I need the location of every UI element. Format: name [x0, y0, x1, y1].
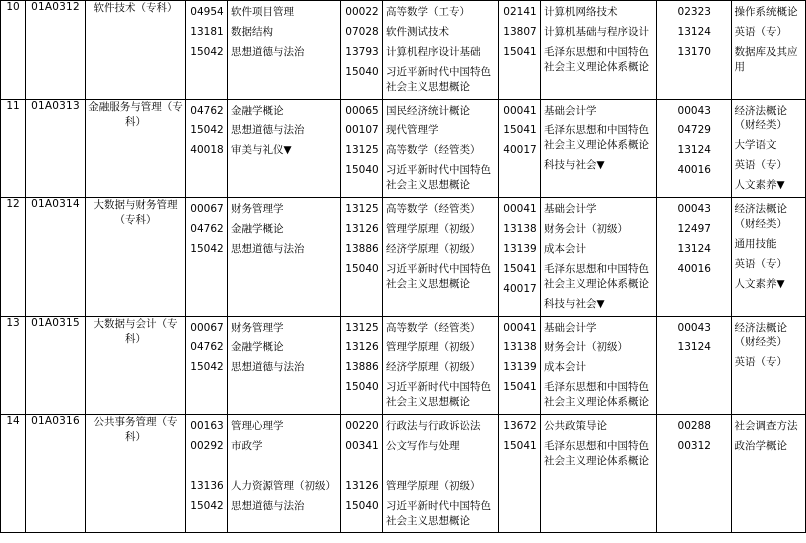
course-name: 现代管理学	[386, 124, 439, 137]
course-name-list	[732, 100, 806, 198]
course-code: 13126	[345, 479, 379, 492]
course-name-list	[228, 317, 340, 380]
course-code: 13793	[345, 45, 379, 58]
course-code: 40017	[503, 282, 537, 295]
course-name: 行政法与行政诉讼法	[386, 420, 481, 433]
course-name: 毛泽东思想和中国特色社会主义理论体系概论	[544, 262, 649, 290]
course-code: 13125	[345, 321, 379, 334]
course-name: 管理学原理（初级）	[386, 222, 481, 235]
group3-codes	[499, 316, 541, 415]
group2-names	[383, 415, 499, 533]
course-name: 社会调查方法	[734, 420, 798, 433]
group3-codes	[499, 198, 541, 316]
course-code: 00041	[503, 203, 537, 216]
course-name-list	[541, 100, 656, 178]
course-name: 思想道德与法治	[231, 242, 305, 255]
course-name: 基础会计学	[544, 321, 597, 334]
course-name: 财务管理学	[231, 203, 284, 216]
course-name-list	[732, 1, 806, 79]
course-name: 财务会计（初级）	[544, 341, 628, 354]
course-code: 04762	[190, 341, 224, 354]
course-name: 审美与礼仪▼	[231, 144, 292, 157]
course-code: 40018	[190, 144, 224, 157]
course-code-list	[499, 100, 540, 163]
group2-codes	[341, 99, 383, 198]
course-code-list	[186, 415, 227, 518]
course-name: 高等数学（工专）	[386, 6, 470, 18]
course-name-list	[541, 1, 656, 79]
group4-codes	[657, 99, 732, 198]
course-code: 15040	[345, 499, 379, 512]
course-code: 00043	[677, 321, 711, 334]
major-name: 大数据与会计（专科）	[86, 316, 186, 415]
group4-names	[731, 415, 806, 533]
course-code: 00341	[345, 439, 379, 452]
group1-names	[228, 99, 341, 198]
group1-codes	[186, 198, 228, 316]
group3-codes	[499, 1, 541, 100]
course-name: 科技与社会▼	[544, 297, 605, 310]
course-code-list	[657, 198, 731, 281]
course-code: 13125	[345, 203, 379, 216]
course-name: 经济法概论（财经类）	[734, 104, 787, 132]
course-name: 金融学概论	[231, 222, 284, 235]
course-code: 04762	[190, 222, 224, 235]
course-name-list	[383, 1, 498, 99]
course-name: 人文素养▼	[734, 179, 785, 192]
group4-names	[731, 198, 806, 316]
course-code: 00065	[345, 104, 379, 117]
course-code-list	[341, 198, 382, 281]
major-code: 01A0315	[26, 316, 86, 415]
course-name: 管理学原理（初级）	[386, 341, 481, 354]
course-code: 00163	[190, 420, 224, 433]
group2-names	[383, 316, 499, 415]
major-name: 软件技术（专科）	[86, 1, 186, 100]
course-name: 经济法概论（财经类）	[734, 203, 787, 230]
major-code: 01A0316	[26, 415, 86, 533]
major-name: 金融服务与管理（专科）	[86, 99, 186, 198]
major-code: 01A0312	[26, 1, 86, 100]
course-name-list	[732, 198, 806, 296]
course-code-list	[341, 415, 382, 518]
course-name: 公文写作与处理	[386, 439, 460, 452]
course-code: 13125	[345, 144, 379, 157]
group1-names	[228, 316, 341, 415]
course-code-list	[499, 317, 540, 400]
course-name-list	[541, 415, 656, 473]
course-code-list	[657, 317, 731, 360]
group1-names	[228, 415, 341, 533]
course-name-list	[228, 198, 340, 261]
course-name-list	[541, 317, 656, 415]
group4-names	[731, 1, 806, 100]
course-code-list	[657, 100, 731, 183]
course-code: 00288	[677, 420, 711, 433]
course-name: 思想道德与法治	[231, 45, 305, 58]
table-row	[1, 415, 806, 533]
course-name: 思想道德与法治	[231, 499, 305, 512]
table-row	[1, 316, 806, 415]
course-name: 经济学原理（初级）	[386, 242, 481, 255]
course-code: 00041	[503, 321, 537, 334]
course-name: 管理学原理（初级）	[386, 479, 481, 492]
course-name: 公共政策导论	[544, 420, 607, 433]
course-code: 15042	[190, 124, 224, 137]
group1-names	[228, 198, 341, 316]
course-name-list	[383, 317, 498, 415]
course-name: 习近平新时代中国特色社会主义思想概论	[386, 65, 491, 93]
course-name-list	[732, 415, 806, 458]
course-name: 思想道德与法治	[231, 124, 305, 137]
course-code-list	[657, 1, 731, 64]
course-code: 00043	[677, 203, 711, 216]
course-name-list	[228, 415, 340, 518]
course-name: 毛泽东思想和中国特色社会主义理论体系概论	[544, 381, 649, 409]
group3-names	[541, 99, 657, 198]
group4-codes	[657, 1, 732, 100]
course-name: 财务管理学	[231, 321, 284, 334]
table-row	[1, 198, 806, 316]
course-name: 高等数学（经管类）	[386, 321, 481, 334]
course-code: 15042	[190, 361, 224, 374]
course-code: 40017	[503, 144, 537, 157]
course-code: 15042	[190, 499, 224, 512]
course-name: 成本会计	[544, 242, 586, 255]
course-name: 习近平新时代中国特色社会主义思想概论	[386, 381, 491, 409]
course-name: 经济法概论（财经类）	[734, 321, 787, 349]
group4-codes	[657, 198, 732, 316]
course-code: 13126	[345, 222, 379, 235]
course-code: 00041	[503, 104, 537, 117]
course-name: 人力资源管理（初级）	[231, 479, 336, 492]
course-name: 科技与社会▼	[544, 159, 605, 172]
course-name: 人文素养▼	[734, 277, 785, 290]
course-code-list	[341, 1, 382, 84]
major-name: 大数据与财务管理（专科）	[86, 198, 186, 316]
course-code: 13138	[503, 341, 537, 354]
course-code: 00067	[190, 321, 224, 334]
course-code: 00220	[345, 420, 379, 433]
course-name: 基础会计学	[544, 104, 597, 117]
course-code: 00292	[190, 439, 224, 452]
course-code: 15041	[503, 439, 537, 452]
course-name: 成本会计	[544, 361, 586, 374]
course-name: 通用技能	[734, 237, 777, 250]
course-name: 高等数学（经管类）	[386, 144, 481, 157]
course-name: 市政学	[231, 439, 263, 452]
group2-codes	[341, 415, 383, 533]
table-body	[1, 1, 806, 533]
group1-names	[228, 1, 341, 100]
group2-names	[383, 1, 499, 100]
group4-codes	[657, 415, 732, 533]
course-code: 00043	[677, 104, 711, 117]
course-name: 数据库及其应用	[734, 45, 798, 73]
major-name: 公共事务管理（专科）	[86, 415, 186, 533]
course-name-list	[228, 1, 340, 64]
course-code: 13170	[677, 45, 711, 58]
row-number: 12	[1, 198, 26, 316]
course-code: 12497	[677, 222, 711, 235]
course-code: 13181	[190, 25, 224, 38]
course-name: 习近平新时代中国特色社会主义思想概论	[386, 262, 491, 290]
course-code: 13139	[503, 242, 537, 255]
group1-codes	[186, 415, 228, 533]
course-code-list	[341, 100, 382, 183]
course-code-list	[499, 1, 540, 64]
group2-names	[383, 198, 499, 316]
group1-codes	[186, 316, 228, 415]
course-name: 计算机程序设计基础	[386, 45, 481, 58]
course-name-list	[541, 198, 656, 315]
course-code-list	[186, 100, 227, 163]
course-name-list	[383, 415, 498, 532]
table-row	[1, 99, 806, 198]
row-number: 14	[1, 415, 26, 533]
course-name: 政治学概论	[734, 439, 787, 452]
course-code-list	[186, 317, 227, 380]
group3-codes	[499, 99, 541, 198]
course-code: 13139	[503, 361, 537, 374]
course-code: 13124	[677, 144, 711, 157]
course-name: 管理心理学	[231, 420, 284, 433]
course-code: 07028	[345, 25, 379, 38]
course-code: 15040	[345, 65, 379, 78]
course-name: 习近平新时代中国特色社会主义思想概论	[386, 164, 491, 192]
course-code: 13136	[190, 479, 224, 492]
course-code: 15041	[503, 381, 537, 394]
group1-codes	[186, 99, 228, 198]
course-name: 经济学原理（初级）	[386, 361, 481, 374]
course-name: 国民经济统计概论	[386, 104, 470, 117]
course-code-list	[499, 415, 540, 458]
course-name: 金融学概论	[231, 104, 284, 117]
course-code: 13126	[345, 341, 379, 354]
course-code-list	[186, 1, 227, 64]
course-name: 思想道德与法治	[231, 361, 305, 374]
course-name: 数据结构	[231, 25, 273, 38]
course-name: 计算机基础与程序设计	[544, 25, 649, 38]
row-number: 10	[1, 1, 26, 100]
course-code: 13138	[503, 222, 537, 235]
group1-codes	[186, 1, 228, 100]
course-code-list	[499, 198, 540, 301]
course-code: 00312	[677, 439, 711, 452]
course-name-list	[383, 100, 498, 198]
course-code: 13807	[503, 25, 537, 38]
course-name: 软件项目管理	[231, 6, 294, 18]
course-code: 15040	[345, 164, 379, 177]
course-code: 13124	[677, 341, 711, 354]
group4-names	[731, 99, 806, 198]
row-number: 13	[1, 316, 26, 415]
course-code: 02141	[503, 6, 537, 18]
course-code: 15040	[345, 381, 379, 394]
course-name: 英语（专）	[734, 25, 787, 38]
group2-codes	[341, 198, 383, 316]
group3-names	[541, 415, 657, 533]
group2-codes	[341, 1, 383, 100]
group2-names	[383, 99, 499, 198]
course-code: 04729	[677, 124, 711, 137]
group3-names	[541, 316, 657, 415]
course-name: 基础会计学	[544, 203, 597, 216]
course-name: 计算机网络技术	[544, 6, 618, 18]
course-code: 15040	[345, 262, 379, 275]
course-code: 13124	[677, 242, 711, 255]
course-code: 04954	[190, 6, 224, 18]
course-name: 软件测试技术	[386, 25, 449, 38]
course-code: 40016	[677, 164, 711, 177]
course-name: 毛泽东思想和中国特色社会主义理论体系概论	[544, 439, 649, 467]
course-code: 00107	[345, 124, 379, 137]
course-code-list	[657, 415, 731, 458]
course-name: 英语（专）	[734, 257, 787, 270]
course-name: 高等数学（经管类）	[386, 203, 481, 216]
row-number: 11	[1, 99, 26, 198]
course-name: 毛泽东思想和中国特色社会主义理论体系概论	[544, 124, 649, 152]
major-code: 01A0314	[26, 198, 86, 316]
course-code: 00022	[345, 6, 379, 18]
course-code: 04762	[190, 104, 224, 117]
course-code: 13886	[345, 242, 379, 255]
course-code: 00067	[190, 203, 224, 216]
course-code: 40016	[677, 262, 711, 275]
course-name: 操作系统概论	[734, 6, 798, 18]
course-code: 02323	[677, 6, 711, 18]
course-name: 大学语文	[734, 139, 777, 152]
course-name-list	[383, 198, 498, 296]
group4-names	[731, 316, 806, 415]
course-code: 13124	[677, 25, 711, 38]
course-code: 15042	[190, 45, 224, 58]
table-row	[1, 1, 806, 100]
course-name: 金融学概论	[231, 341, 284, 354]
course-code-list	[341, 317, 382, 400]
course-name: 习近平新时代中国特色社会主义思想概论	[386, 499, 491, 527]
course-name-list	[732, 317, 806, 375]
course-code-list	[186, 198, 227, 261]
course-name: 英语（专）	[734, 356, 787, 369]
course-name-list	[228, 100, 340, 163]
course-name: 毛泽东思想和中国特色社会主义理论体系概论	[544, 45, 649, 73]
course-name: 财务会计（初级）	[544, 222, 628, 235]
course-code: 15041	[503, 45, 537, 58]
course-code: 15041	[503, 262, 537, 275]
group3-codes	[499, 415, 541, 533]
major-code: 01A0313	[26, 99, 86, 198]
course-code: 15042	[190, 242, 224, 255]
group4-codes	[657, 316, 732, 415]
group3-names	[541, 198, 657, 316]
group3-names	[541, 1, 657, 100]
course-code: 13886	[345, 361, 379, 374]
course-name: 英语（专）	[734, 159, 787, 172]
course-code: 15041	[503, 124, 537, 137]
course-code: 13672	[503, 420, 537, 433]
group2-codes	[341, 316, 383, 415]
